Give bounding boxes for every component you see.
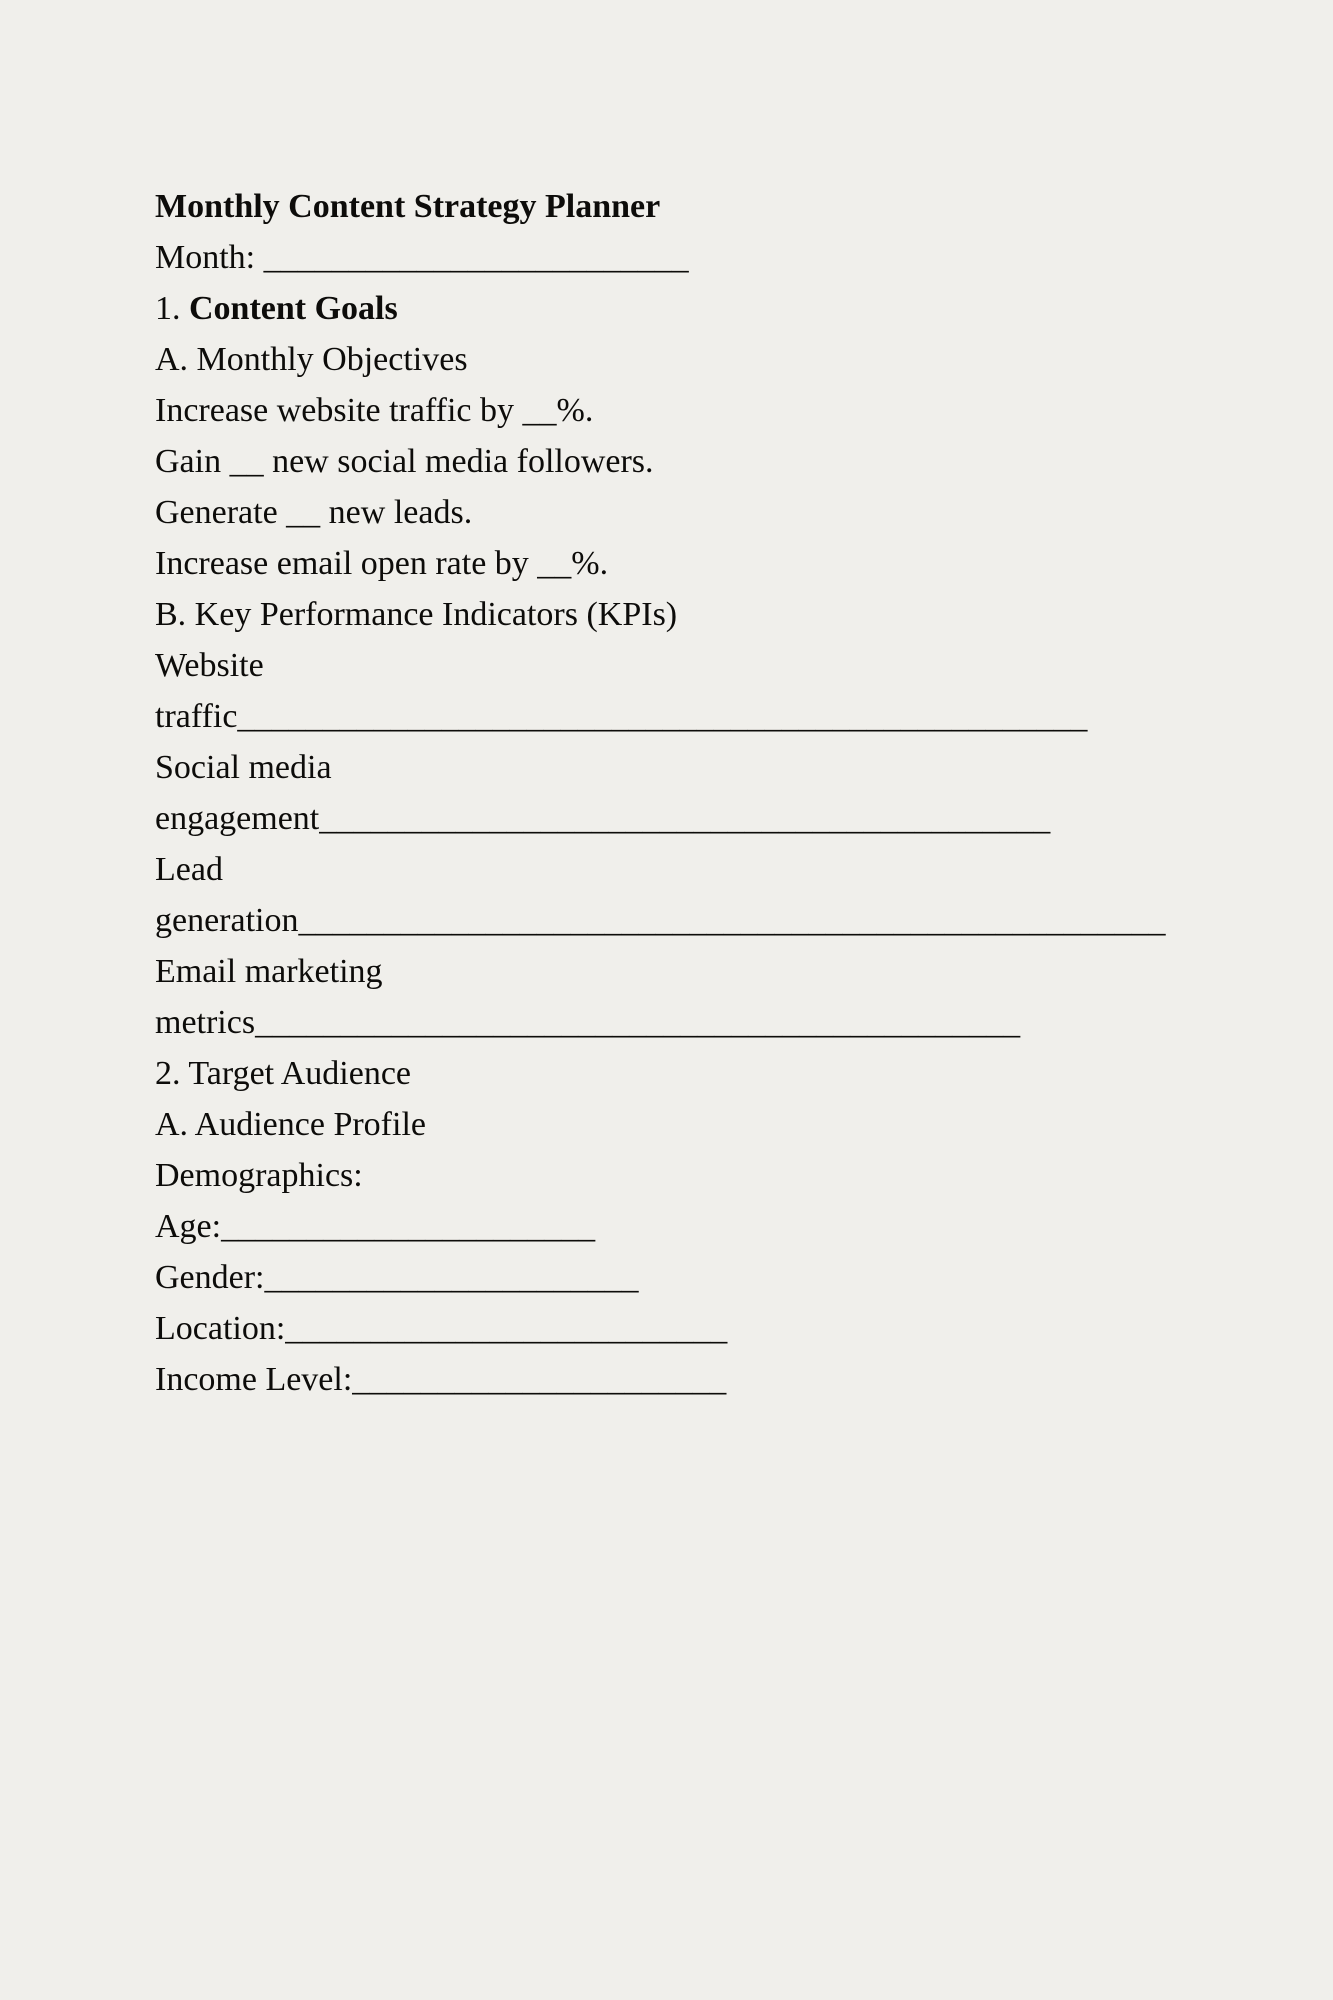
- text-run: Age:______________________: [155, 1208, 596, 1245]
- text-run: Location:__________________________: [155, 1310, 728, 1347]
- text-run: Email marketing: [155, 953, 383, 990]
- document-line: [155, 436, 1255, 487]
- text-run: Increase email open rate by __%.: [155, 545, 609, 582]
- document-line: [155, 1252, 1255, 1303]
- document-line: [155, 1201, 1255, 1252]
- text-run: Monthly Content Strategy Planner: [155, 188, 661, 225]
- document-line: [155, 997, 1255, 1048]
- document-line: [155, 1048, 1255, 1099]
- text-run: Demographics:: [155, 1157, 363, 1194]
- text-run: A. Audience Profile: [155, 1106, 426, 1143]
- document-line: [155, 1150, 1255, 1201]
- text-run: Website: [155, 647, 264, 684]
- document-line: [155, 946, 1255, 997]
- document-line: [155, 181, 1255, 232]
- document-line: [155, 283, 1255, 334]
- document-line: [155, 895, 1255, 946]
- document-line: [155, 1303, 1255, 1354]
- document-line: [155, 640, 1255, 691]
- document-body: [155, 181, 1255, 1405]
- document-line: [155, 793, 1255, 844]
- text-run: traffic__________________________________________________: [155, 698, 1088, 735]
- text-run: Social media: [155, 749, 332, 786]
- text-run: Lead: [155, 851, 223, 888]
- document-line: [155, 742, 1255, 793]
- text-run: B. Key Performance Indicators (KPIs): [155, 596, 678, 633]
- document-line: [155, 589, 1255, 640]
- document-line: [155, 232, 1255, 283]
- text-run: metrics_____________________________________________: [155, 1004, 1021, 1041]
- document-line: [155, 487, 1255, 538]
- document-line: [155, 334, 1255, 385]
- text-run: Content Goals: [189, 290, 398, 327]
- document-line: [155, 1099, 1255, 1150]
- document-line: [155, 385, 1255, 436]
- document-line: [155, 1354, 1255, 1405]
- text-run: generation___________________________________________________: [155, 902, 1166, 939]
- document-line: [155, 691, 1255, 742]
- document-line: [155, 844, 1255, 895]
- text-run: Gain __ new social media followers.: [155, 443, 654, 480]
- document-line: [155, 538, 1255, 589]
- text-run: 2. Target Audience: [155, 1055, 412, 1092]
- text-run: engagement___________________________________________: [155, 800, 1051, 837]
- text-run: 1.: [155, 290, 189, 327]
- text-run: Income Level:______________________: [155, 1361, 727, 1398]
- text-run: A. Monthly Objectives: [155, 341, 468, 378]
- text-run: Increase website traffic by __%.: [155, 392, 594, 429]
- text-run: Month: _________________________: [155, 239, 689, 276]
- text-run: Generate __ new leads.: [155, 494, 473, 531]
- text-run: Gender:______________________: [155, 1259, 639, 1296]
